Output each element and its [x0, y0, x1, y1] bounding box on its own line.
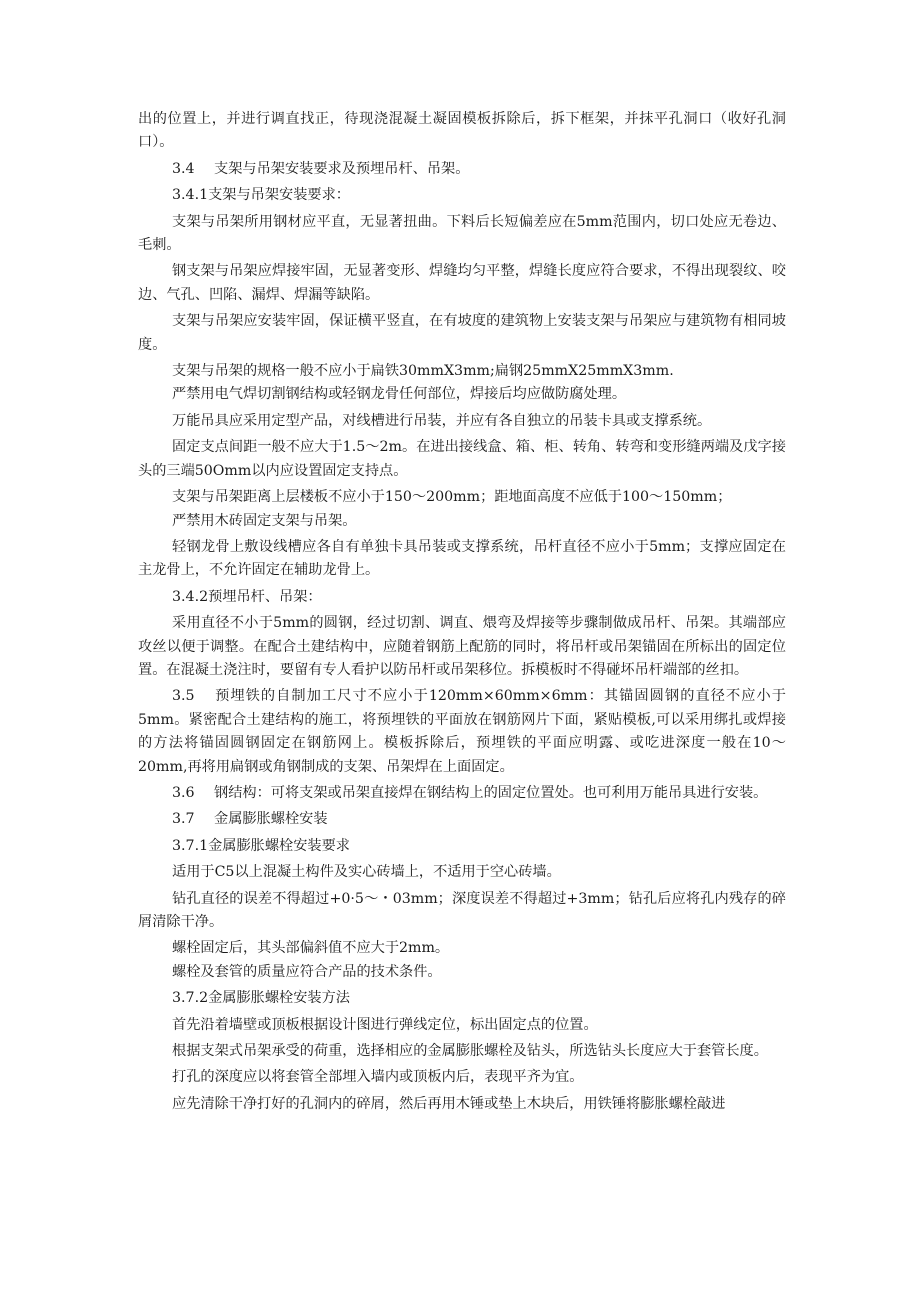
paragraph: 采用直径不小于5mm的圆钢，经过切割、调直、煨弯及焊接等步骤制做成吊杆、吊架。其端部应攻丝以便于调整。在配合土建结构中，应随着钢筋上配筋的同时，将吊杆或吊架锚固在所标出的固定位置。在混凝土浇注时，要留有专人看护以防吊杆或吊架移位。拆模板时不得碰坏吊杆端部的丝扣。 [138, 615, 786, 678]
paragraph: 严禁用电气焊切割钢结构或轻钢龙骨任何部位，焊接后均应做防腐处理。 [172, 386, 627, 403]
paragraph: 钻孔直径的误差不得超过+0·5～・03mm；深度误差不得超过+3mm；钻孔后应将孔内残存的碎屑清除干净。 [138, 890, 786, 930]
paragraph: 固定支点间距一般不应大于1.5～2m。在进出接线盒、箱、柜、转角、转弯和变形缝两端及戊字接头的三端50Omm以内应设置固定支持点。 [138, 439, 786, 479]
paragraph: 打孔的深度应以将套管全部埋入墙内或顶板内后，表现平齐为宜。 [172, 1069, 584, 1086]
section-3-7-1-heading [138, 835, 786, 858]
section-body: 预埋铁的自制加工尺寸不应小于120mm×60mm×6mm：其锚固圆钢的直径不应小于5mm。紧密配合土建结构的施工，将预埋铁的平面放在钢筋网片下面，紧贴模板,可以采用绑扎或焊接的方法将锚固圆钢固定在钢筋网上。模板拆除后，预埋铁的平面应明露、或吃进深度一般在10～20mm,再将用扁钢或角钢制成的支架、吊架焊在上面固定。 [138, 688, 786, 775]
section-title: 金属膨胀螺栓安装 [214, 811, 328, 828]
section-3-6 [138, 782, 786, 805]
section-3-4-heading [138, 158, 786, 181]
section-title: 金属膨胀螺栓安装要求 [208, 837, 350, 854]
paragraph: 万能吊具应采用定型产品，对线槽进行吊装，并应有各自独立的吊装卡具或支撑系统。 [172, 412, 712, 429]
paragraph: 严禁用木砖固定支架与吊架。 [172, 512, 357, 529]
paragraph: 适用于C5以上混凝土构件及实心砖墙上，不适用于空心砖墙。 [172, 864, 561, 881]
section-body: 钢结构：可将支架或吊架直接焊在钢结构上的固定位置处。也可利用万能吊具进行安装。 [214, 784, 768, 801]
section-number: 3.6 [172, 784, 195, 801]
section-number: 3.4 [172, 160, 195, 177]
section-3-4-1-heading [138, 184, 786, 207]
section-title: 支架与吊架安装要求及预埋吊杆、吊架。 [214, 160, 470, 177]
section-title: 支架与吊架安装要求： [208, 187, 350, 204]
paragraph: 根据支架式吊架承受的荷重，选择相应的金属膨胀螺栓及钻头，所选钻头长度应大于套管长度。 [172, 1043, 768, 1060]
paragraph: 螺栓固定后，其头部偏斜值不应大于2mm。 [172, 940, 450, 957]
paragraph: 支架与吊架应安装牢固，保证横平竖直，在有坡度的建筑物上安装支架与吊架应与建筑物有相同坡度。 [138, 313, 786, 353]
paragraph: 支架与吊架距离上层楼板不应小于150～200mm；距地面高度不应低于100～150mm； [172, 489, 732, 506]
paragraph: 轻钢龙骨上敷设线槽应各自有单独卡具吊装或支撑系统，吊杆直径不应小于5mm；支撑应固定在主龙骨上，不允许固定在辅助龙骨上。 [138, 538, 786, 579]
section-3-4-2-heading [138, 586, 786, 609]
paragraph: 应先清除干净打好的孔洞内的碎屑，然后再用木锤或垫上木块后，用铁锤将膨胀螺栓敲进 [172, 1095, 726, 1112]
section-3-7-heading [138, 808, 786, 831]
section-number: 3.5 [172, 688, 195, 705]
section-number: 3.7 [172, 811, 195, 828]
section-title: 预埋吊杆、吊架： [208, 588, 322, 605]
section-title: 金属膨胀螺栓安装方法 [208, 990, 350, 1007]
section-3-5 [138, 685, 786, 779]
section-number: 3.4.1 [172, 187, 209, 204]
section-number: 3.7.1 [172, 837, 209, 854]
paragraph: 首先沿着墙壁或顶板根据设计图进行弹线定位，标出固定点的位置。 [172, 1016, 598, 1033]
paragraph: 钢支架与吊架应焊接牢固，无显著变形、焊缝均匀平整，焊缝长度应符合要求，不得出现裂纹、咬边、气孔、凹陷、漏焊、焊漏等缺陷。 [138, 263, 786, 303]
section-3-7-2-heading [138, 987, 786, 1010]
paragraph: 支架与吊架的规格一般不应小于扁铁30mmX3mm;扁钢25mmX25mmX3mm. [172, 363, 674, 380]
paragraph: 支架与吊架所用钢材应平直，无显著扭曲。下料后长短偏差应在5mm范围内，切口处应无卷边、毛刺。 [138, 213, 786, 254]
paragraph: 螺栓及套管的质量应符合产品的技术条件。 [172, 963, 442, 980]
document-page [138, 108, 786, 1116]
section-number: 3.4.2 [172, 588, 209, 605]
paragraph-continuation: 出的位置上，并进行调直找正，待现浇混凝土凝固模板拆除后，拆下框架，并抹平孔洞口（收好孔洞口）。 [138, 111, 786, 151]
section-number: 3.7.2 [172, 990, 209, 1007]
